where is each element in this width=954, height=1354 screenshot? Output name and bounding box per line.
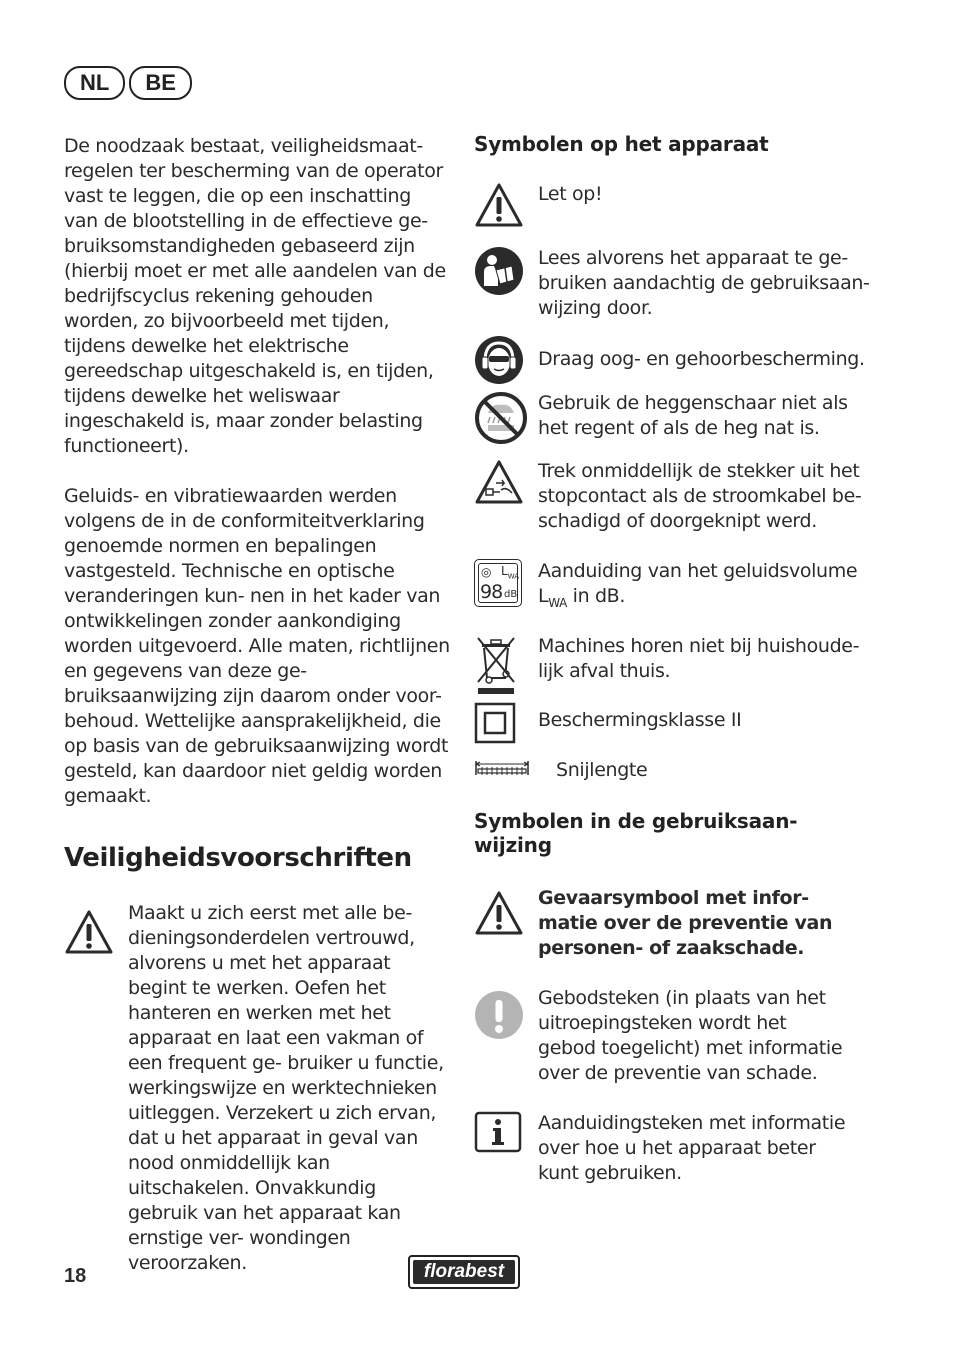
eye-ear-protection-icon <box>474 335 524 385</box>
mandatory-exclamation-icon <box>474 990 524 1040</box>
title-manual-symbols: Symbolen in de gebruiksaan- wijzing <box>474 808 798 857</box>
symbol-text: Gebruik de heggenschaar niet als het regent of als de heg nat is. <box>538 392 848 439</box>
page-number: 18 <box>64 1265 87 1287</box>
section-title-safety: Veiligheidsvoorschriften <box>64 843 412 873</box>
paragraph-noise-values: Geluids- en vibratiewaarden werden volgens de in de conformiteitverklaring genoemde normen en bepalingen vastgesteld. Technische en optische veranderingen kun- nen in het kader van ontwikkelingen zonder aankondiging worden uitgevoerd. Alle maten, richtlijnen en gegevens van deze ge- bruiksaanwijzing zijn daarom onder voor- behoud. Wettelijke aansprakelijkheid, die op basis van de gebruiksaanwijzing wordt gesteld, kan daardoor niet geldig worden gemaakt. <box>64 485 450 807</box>
symbol-text: Let op! <box>538 183 603 205</box>
lang-badge-nl: NL <box>64 66 125 100</box>
cutting-length-icon <box>474 758 530 778</box>
symbol-row-cutting-length <box>474 758 874 783</box>
left-column <box>64 134 450 1276</box>
symbol-text: Aanduidingsteken met informatie over hoe u het apparaat beter kunt gebruiken. <box>538 1111 846 1184</box>
sound-icon-value: 98 <box>480 581 503 603</box>
symbol-row-unplug <box>474 459 874 534</box>
symbol-row-mandatory <box>474 986 874 1086</box>
weee-bin-icon <box>474 634 518 696</box>
sound-icon-ear: ◎ <box>481 565 492 579</box>
symbol-row-protection-class <box>474 702 874 748</box>
symbol-text: Snijlengte <box>556 758 648 781</box>
symbol-row-no-rain <box>474 391 874 449</box>
symbol-row-attention <box>474 182 874 232</box>
symbol-row-info <box>474 1111 874 1186</box>
brand-logo <box>408 1255 520 1289</box>
symbol-row-read-manual <box>474 246 874 321</box>
symbol-text: Beschermingsklasse II <box>538 708 742 731</box>
symbol-text: Lees alvorens het apparaat te ge- bruiken aandachtig de gebruiksaan- wijzing door. <box>538 247 870 319</box>
warning-block <box>64 901 450 1276</box>
symbol-row-eye-ear <box>474 335 874 389</box>
sound-icon-label: $L_{WA}$ <box>501 564 520 581</box>
read-manual-icon <box>474 246 524 296</box>
warning-text: Maakt u zich eerst met alle be- dieningsonderdelen vertrouwd, alvorens u met het apparaat begint te werken. Oefen het hanteren en werken met het apparaat en laat een vakman of een frequent ge- bruiker u functie, werkingswijze en werktechnieken uitleggen. Verzekert u zich ervan, dat u het apparaat in geval van nood onmiddellijk kan uitschakelen. Onvakkundig gebruik van het apparaat kan ernstige ver- wondingen veroorzaken. <box>128 902 444 1274</box>
unplug-warning-icon <box>474 459 524 505</box>
protection-class-ii-icon <box>474 702 516 744</box>
symbol-text: Gebodsteken (in plaats van het uitroepingsteken wordt het gebod toegelicht) met informatie over de preventie van schade. <box>538 986 843 1084</box>
symbol-text: Machines horen niet bij huishoude- lijk afval thuis. <box>538 634 860 682</box>
no-rain-icon <box>474 391 528 445</box>
symbol-text: Trek onmiddellijk de stekker uit het stopcontact als de stroomkabel be- schadigd of doorgeknipt werd. <box>538 460 862 532</box>
language-badges <box>64 66 192 100</box>
symbol-row-danger <box>474 886 874 961</box>
sound-icon-unit: dB <box>504 589 518 600</box>
brand-logo-text: florabest <box>413 1260 515 1284</box>
symbol-row-sound-level <box>474 559 874 616</box>
symbol-row-weee <box>474 634 874 700</box>
paragraph-safety-measures: De noodzaak bestaat, veiligheidsmaat- regelen ter bescherming van de operator vast te leggen, die op een inschatting van de blootstelling in de effectieve ge- bruiksomstandigheden gebaseerd zijn (hierbij moet er met alle aandelen van de bedrijfscyclus rekening gehouden worden, zo bijvoorbeeld met tijden, tijdens dewelke het elektrische gereedschap uitgeschakeld is, en tijden, tijdens dewelke het weliswaar ingeschakeld is, maar zonder belasting functioneert). <box>64 135 446 457</box>
warning-triangle-icon <box>474 182 524 228</box>
symbol-text: Aanduiding van het geluidsvolume $L_{WA}$ in dB. <box>538 560 858 610</box>
symbol-text: Gevaarsymbool met infor- matie over de preventie van personen- of zaakschade. <box>538 886 833 959</box>
lang-badge-be: BE <box>129 66 192 100</box>
title-device-symbols: Symbolen op het apparaat <box>474 132 769 156</box>
info-icon <box>474 1111 522 1153</box>
danger-triangle-icon <box>474 890 524 936</box>
sound-level-icon <box>474 559 522 607</box>
right-column <box>474 132 874 1186</box>
symbol-text: Draag oog- en gehoorbescherming. <box>538 348 865 370</box>
warning-triangle-icon <box>64 909 114 955</box>
